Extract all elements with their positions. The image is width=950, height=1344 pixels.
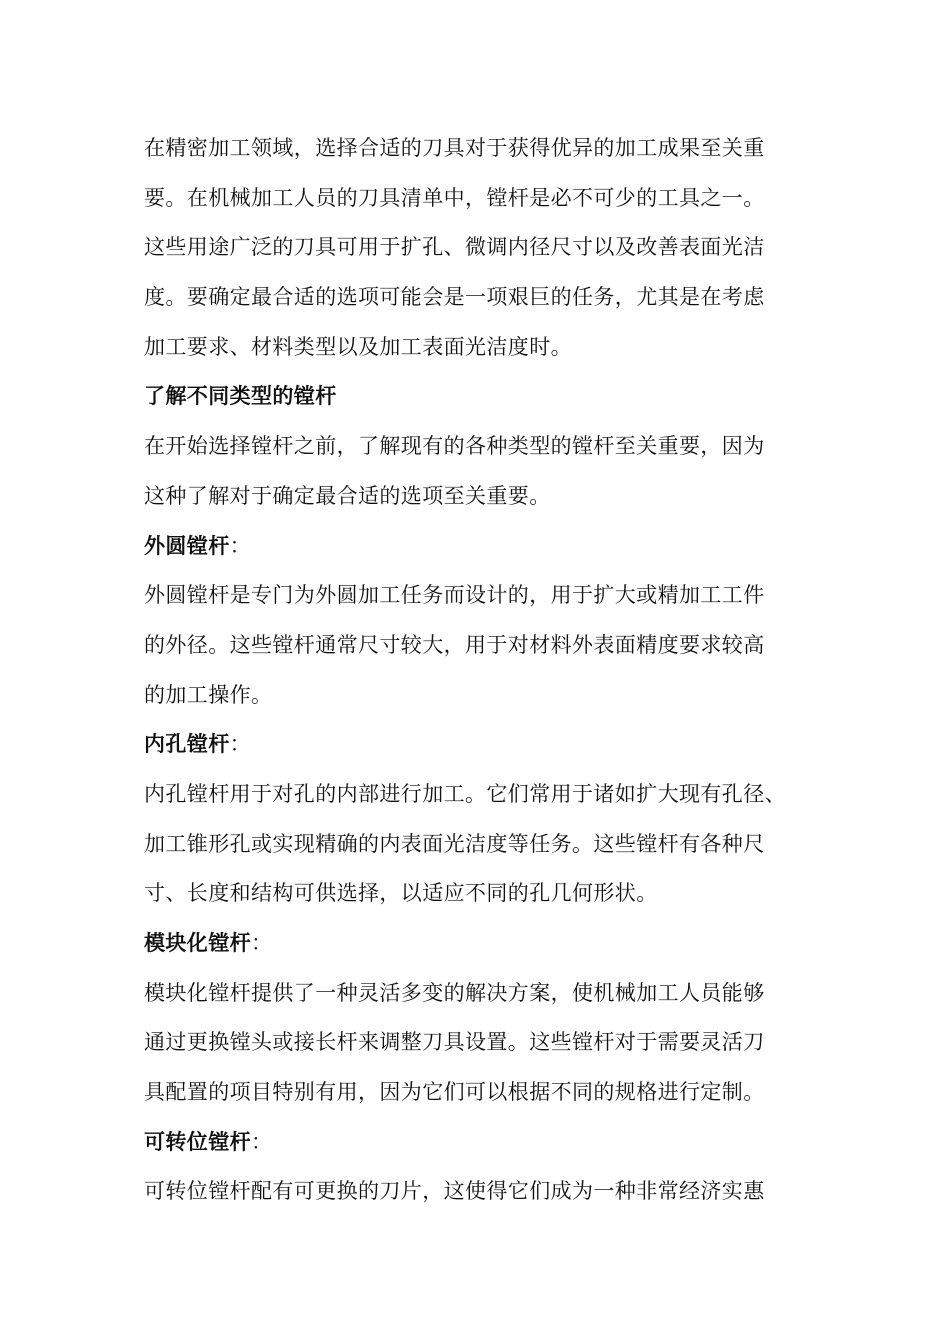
paragraph-line: 外圆镗杆是专门为外圆加工任务而设计的，用于扩大或精加工工件 (144, 583, 765, 608)
type-heading-label: 可转位镗杆 (144, 1129, 251, 1154)
heading-colon: ： (229, 732, 252, 757)
paragraph-line: 通过更换镗头或接长杆来调整刀具设置。这些镗杆对于需要灵活刀 (144, 1030, 765, 1055)
type-paragraph-internal (144, 770, 844, 919)
type-paragraph-modular (144, 969, 844, 1118)
type-heading-external (144, 522, 844, 572)
type-heading-label: 内孔镗杆 (144, 732, 230, 757)
paragraph-line: 寸、长度和结构可供选择，以适应不同的孔几何形状。 (144, 881, 658, 906)
paragraph-line: 这种了解对于确定最合适的选项至关重要。 (144, 483, 551, 508)
paragraph-line: 这些用途广泛的刀具可用于扩孔、微调内径尺寸以及改善表面光洁 (144, 235, 765, 260)
paragraph-line: 要。在机械加工人员的刀具清单中，镗杆是必不可少的工具之一。 (144, 185, 765, 210)
type-heading-label: 模块化镗杆 (144, 931, 251, 955)
type-paragraph-external (144, 571, 844, 720)
paragraph-line: 的外径。这些镗杆通常尺寸较大，用于对材料外表面精度要求较高 (144, 632, 765, 657)
heading-colon: ： (251, 931, 273, 955)
type-heading-modular (144, 919, 844, 969)
paragraph-line: 模块化镗杆提供了一种灵活多变的解决方案，使机械加工人员能够 (144, 980, 765, 1005)
heading-colon: ： (251, 1129, 273, 1154)
paragraph-line: 度。要确定最合适的选项可能会是一项艰巨的任务，尤其是在考虑 (144, 285, 765, 310)
paragraph-line: 的加工操作。 (144, 682, 273, 707)
section-heading: 了解不同类型的镗杆 (144, 384, 337, 409)
type-paragraph-indexable (144, 1167, 844, 1217)
type-heading-label: 外圆镗杆 (144, 533, 230, 558)
intro-paragraph (144, 124, 844, 372)
paragraph-line: 可转位镗杆配有可更换的刀片，这使得它们成为一种非常经济实惠 (144, 1179, 765, 1204)
type-heading-indexable (144, 1118, 844, 1168)
paragraph-line: 在精密加工领域，选择合适的刀具对于获得优异的加工成果至关重 (144, 136, 765, 160)
paragraph-line: 加工锥形孔或实现精确的内表面光洁度等任务。这些镗杆有各种尺 (144, 831, 765, 856)
paragraph-line: 具配置的项目特别有用，因为它们可以根据不同的规格进行定制。 (144, 1080, 765, 1105)
heading-colon: ： (229, 533, 252, 558)
type-heading-internal (144, 720, 844, 770)
section-intro-paragraph (144, 422, 844, 521)
paragraph-line: 在开始选择镗杆之前，了解现有的各种类型的镗杆至关重要，因为 (144, 434, 765, 459)
document-page (144, 124, 844, 1217)
paragraph-line: 内孔镗杆用于对孔的内部进行加工。它们常用于诸如扩大现有孔径、 (144, 781, 786, 806)
paragraph-line: 加工要求、材料类型以及加工表面光洁度时。 (144, 334, 572, 359)
